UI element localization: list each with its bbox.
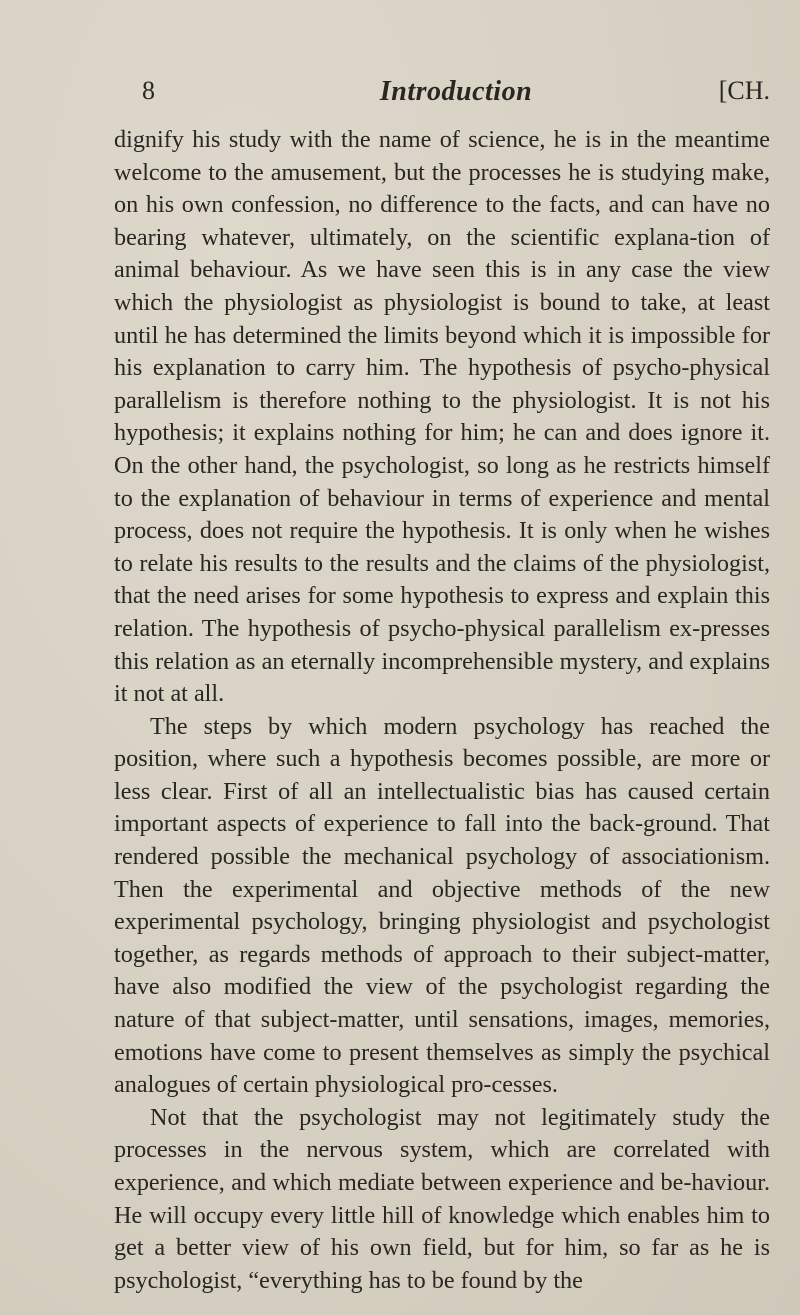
running-title: Introduction [379,76,533,107]
body-text [114,124,770,1297]
chapter-mark: [CH. [718,76,770,105]
paragraph-1: dignify his study with the name of science, he is in the meantime welcome to the amusement, but the processes he is studying make, on his own confession, no difference to the facts, and can have no bearing whatever, ultimately, on the scientific explana-tion of animal behaviour. As we have seen this is in any case the view which the physiologist as physiologist is bound to take, at least until he has determined the limits beyond which it is impossible for his explanation to carry him. The hypothesis of psycho-physical parallelism is therefore nothing to the physiologist. It is not his hypothesis; it explains nothing for him; he can and does ignore it. On the other hand, the psychologist, so long as he restricts himself to the explanation of behaviour in terms of experience and mental process, does not require the hypothesis. It is only when he wishes to relate his results to the results and the claims of the physiologist, that the need arises for some hypothesis to express and explain this relation. The hypothesis of psycho-physical parallelism ex-presses this relation as an eternally incomprehensible mystery, and explains it not at all. [114,126,770,708]
running-head [142,76,770,108]
paragraph-2: The steps by which modern psychology has reached the position, where such a hypothesis becomes possible, are more or less clear. First of all an intellectualistic bias has caused certain important aspects of experience to fall into the back-ground. That rendered possible the mechanical psychology of associationism. Then the experimental and objective methods of the new experimental psychology, bringing physiologist and psychologist together, as regards methods of approach to their subject-matter, have also modified the view of the psychologist regarding the nature of that subject-matter, until sensations, images, memories, emotions have come to present themselves as simply the psychical analogues of certain physiological pro-cesses. [114,712,770,1099]
paragraph-3: Not that the psychologist may not legitimately study the processes in the nervous system, which are correlated with experience, and which mediate between experience and be-haviour. He will occupy every little hill of knowledge which enables him to get a better view of his own field, but for him, so far as he is psychologist, “everything has to be found by the [114,1103,770,1294]
page-number: 8 [142,76,155,105]
